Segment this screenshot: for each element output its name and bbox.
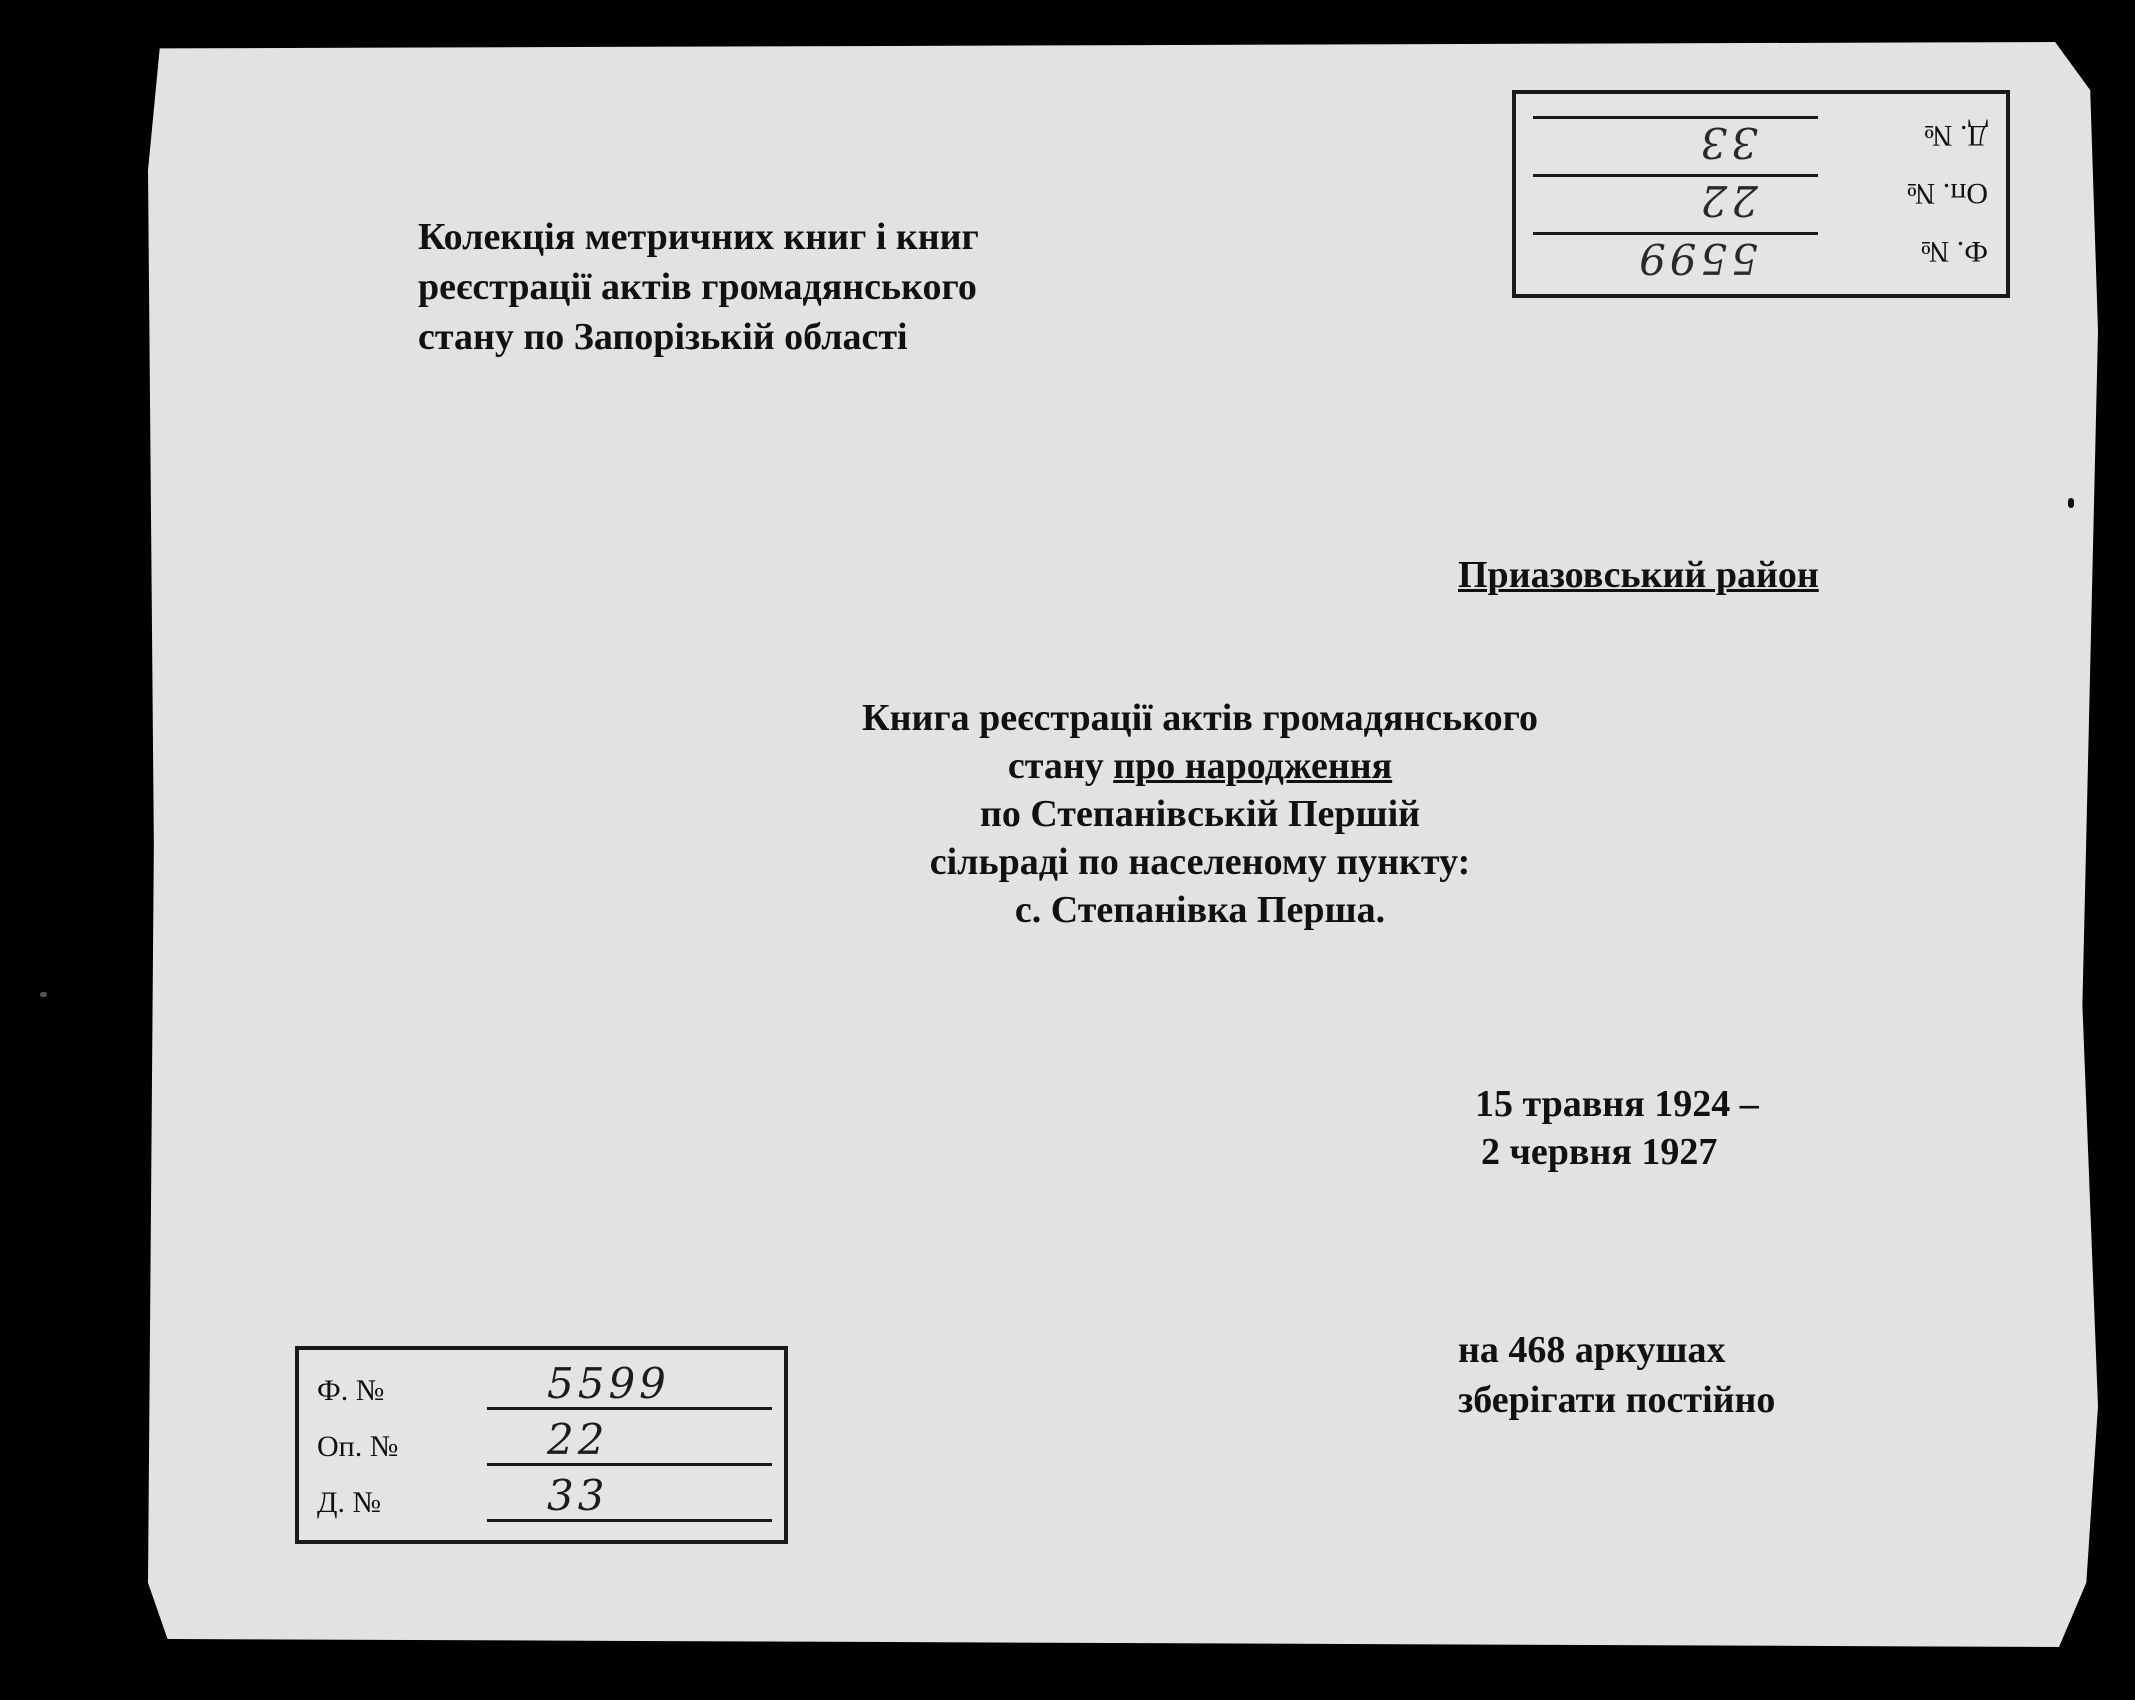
- inv-opys-label: Оп. №: [1906, 177, 1988, 210]
- stamp-row-fond: [317, 1359, 772, 1414]
- collection-line-3: стану по Запорізькій області: [418, 316, 908, 358]
- sheets-info: [1458, 1325, 1775, 1425]
- inv-opys-value: 22: [1696, 176, 1758, 225]
- district-heading: Приазовський район: [1458, 554, 1819, 596]
- date-range: [1475, 1080, 1759, 1176]
- scan-speck: [40, 992, 47, 997]
- opys-underline: [487, 1463, 772, 1466]
- inv-stamp-row-fond: [1533, 228, 1988, 283]
- inv-fond-label: Ф. №: [1920, 235, 1988, 268]
- inv-opys-underline: [1533, 174, 1818, 177]
- stamp-row-sprava: [317, 1471, 772, 1526]
- fond-label: Ф. №: [317, 1374, 385, 1407]
- opys-label: Оп. №: [317, 1430, 399, 1463]
- inv-sprava-label: Д. №: [1923, 119, 1988, 152]
- book-line-5: с. Степанівка Перша.: [1014, 889, 1386, 931]
- sprava-value: 33: [547, 1471, 609, 1520]
- inv-sprava-value: 33: [1696, 118, 1758, 167]
- book-line-3: по Степанівській Першій: [979, 793, 1421, 835]
- storage-term: зберігати постійно: [1458, 1379, 1776, 1421]
- book-record-type: про народження: [1113, 745, 1393, 787]
- date-start: 15 травня 1924 –: [1475, 1083, 1759, 1125]
- inv-stamp-row-sprava: [1533, 112, 1988, 167]
- inv-fond-value: 5599: [1635, 234, 1758, 283]
- collection-title: [418, 212, 979, 362]
- inv-stamp-row-opys: [1533, 170, 1988, 225]
- stamp-row-opys: [317, 1415, 772, 1470]
- sprava-underline: [487, 1519, 772, 1522]
- collection-line-2: реєстрації актів громадянського: [418, 266, 977, 308]
- sprava-label: Д. №: [317, 1486, 382, 1519]
- book-line-2: [700, 742, 1700, 790]
- archive-stamp-inverted: [1512, 90, 2010, 298]
- fond-value: 5599: [547, 1359, 670, 1408]
- sheets-count: на 468 аркушах: [1458, 1329, 1726, 1371]
- book-line-1: Книга реєстрації актів громадянського: [862, 697, 1538, 739]
- book-line-4: сільраді по населеному пункту:: [929, 841, 1471, 883]
- date-end: 2 червня 1927: [1481, 1131, 1718, 1173]
- inv-sprava-underline: [1533, 116, 1818, 119]
- collection-line-1: Колекція метричних книг і книг: [418, 216, 979, 258]
- scan-speck: [2068, 498, 2074, 508]
- opys-value: 22: [547, 1415, 609, 1464]
- archive-stamp: [295, 1346, 788, 1544]
- book-title: [700, 694, 1700, 934]
- book-line-2-prefix: стану: [1007, 745, 1114, 787]
